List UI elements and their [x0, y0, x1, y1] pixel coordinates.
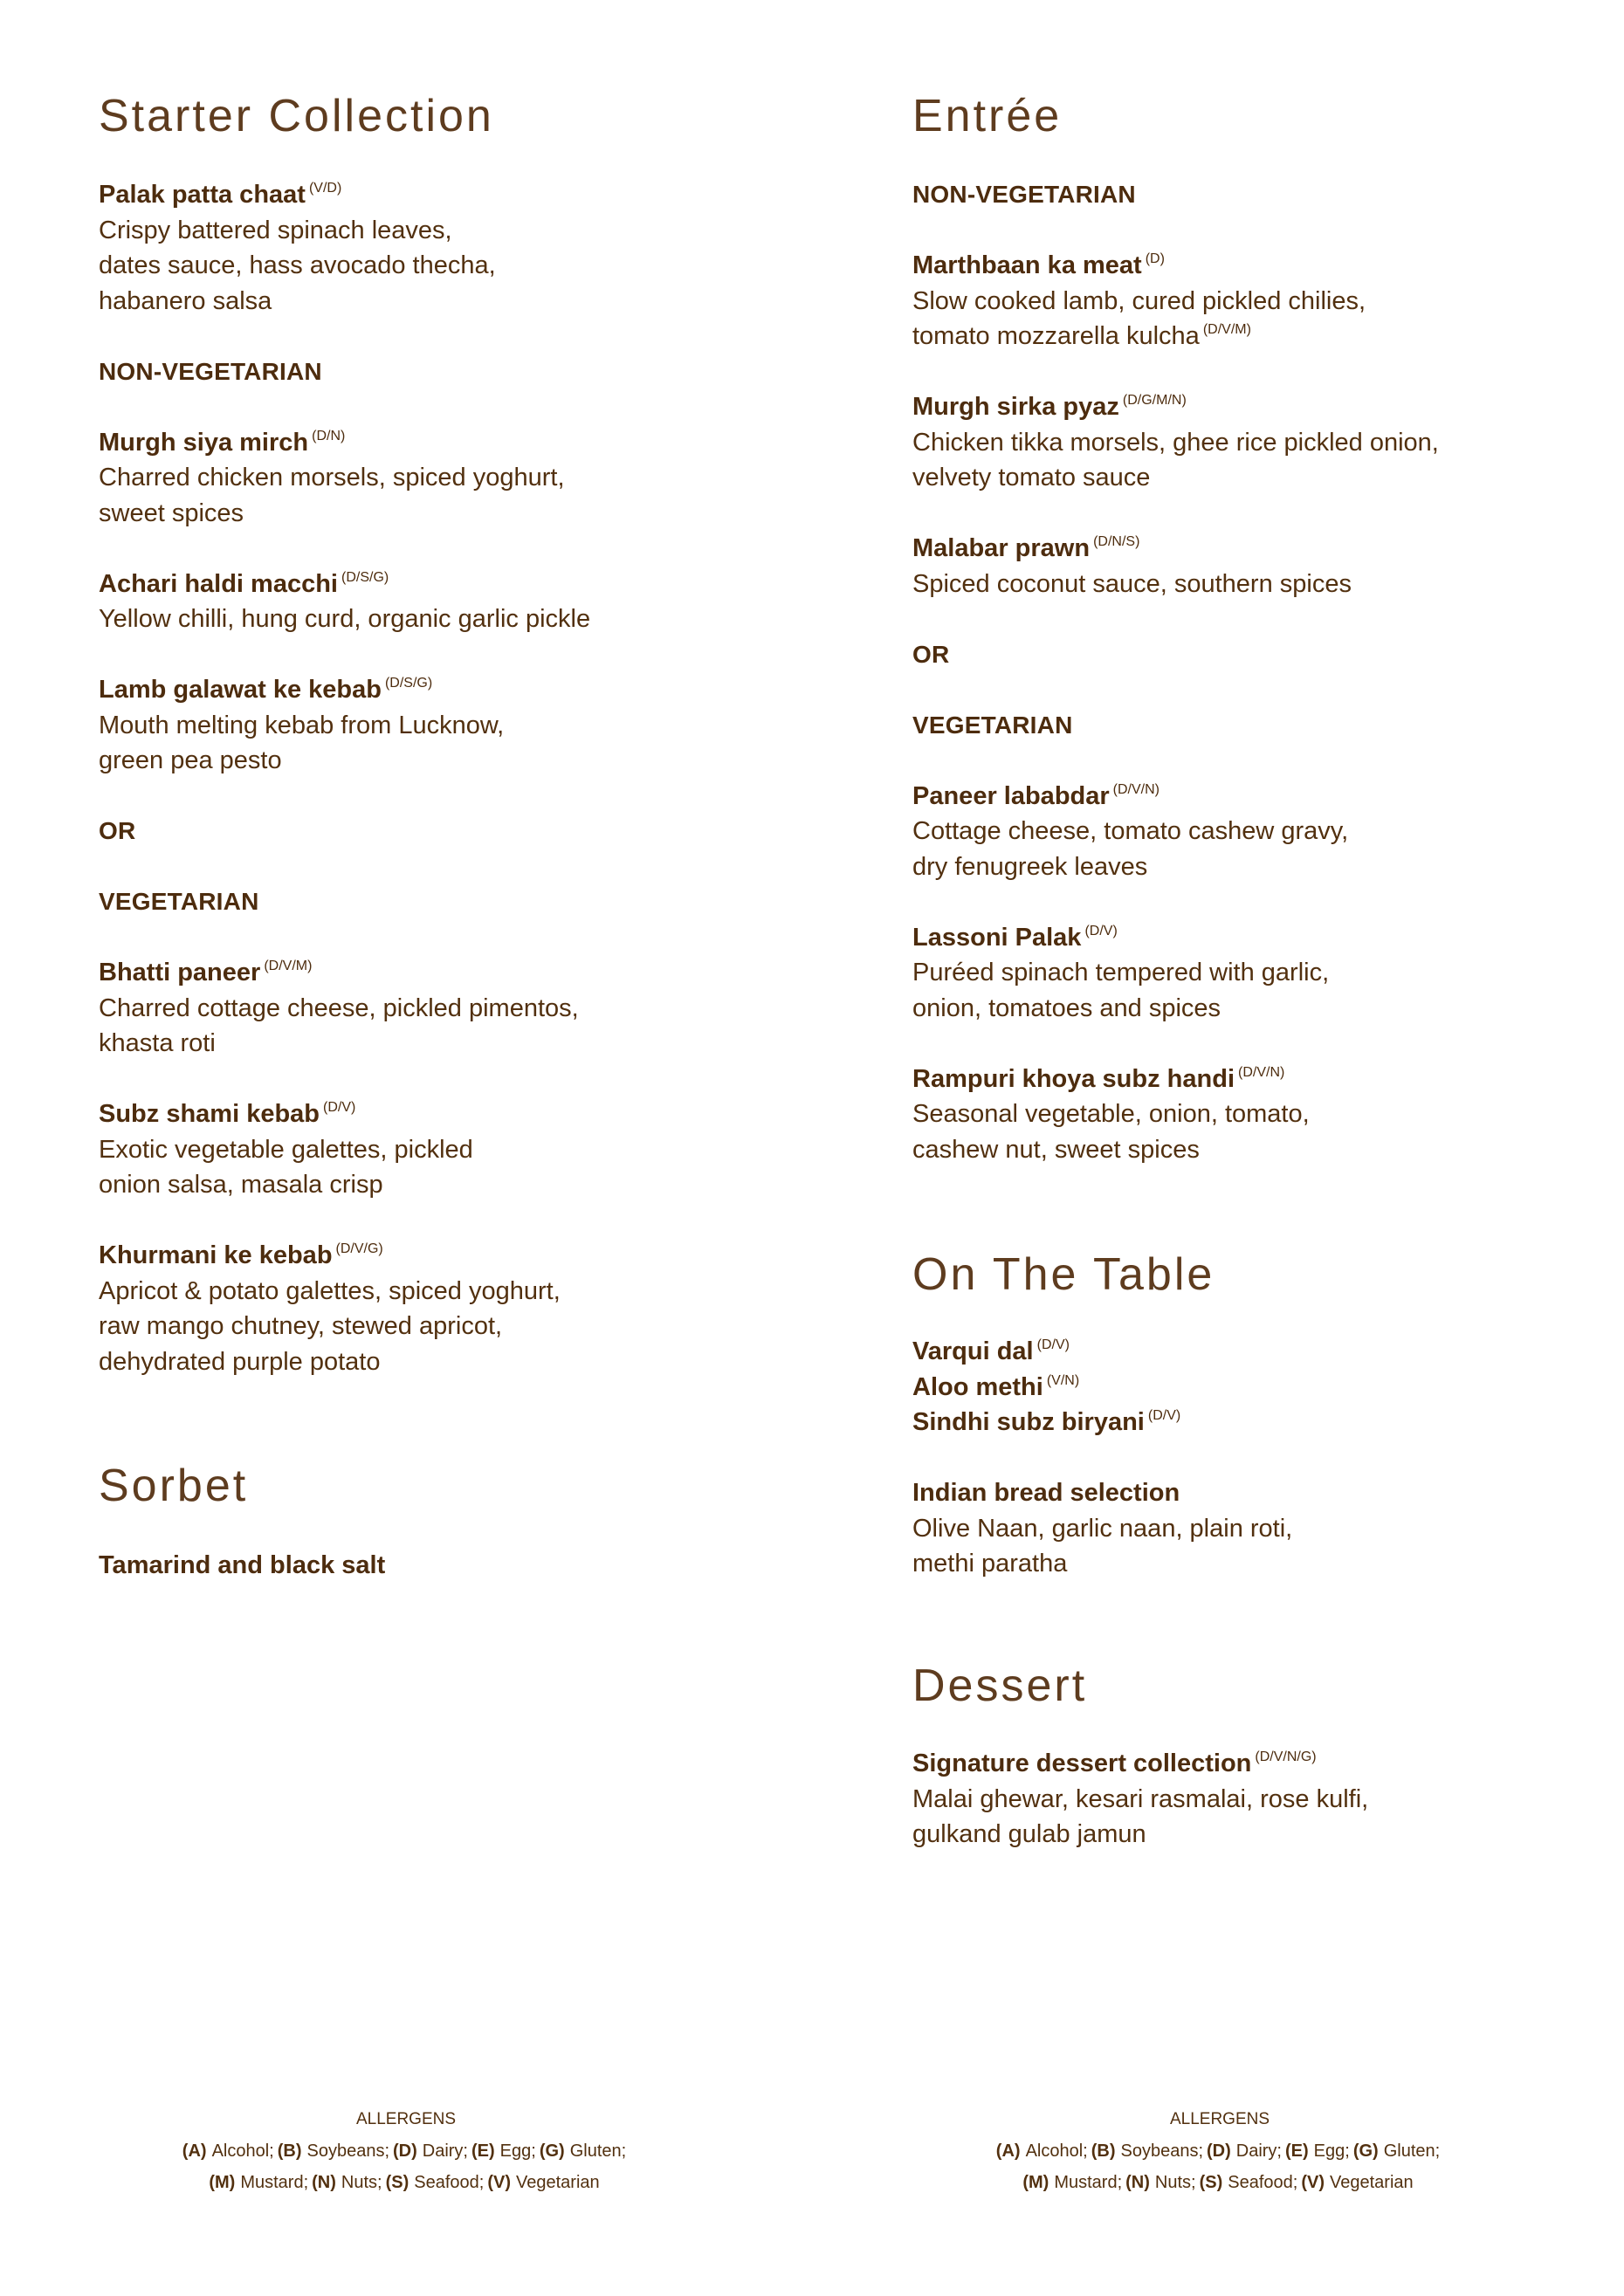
allergen-codes: (V/N): [1046, 1372, 1080, 1388]
allergen-codes: (D/S/G): [341, 569, 389, 585]
allergen-code: (E): [1285, 2141, 1309, 2161]
menu-item-description: [99, 743, 590, 779]
section-heading-dessert: Dessert: [912, 1660, 1088, 1711]
menu-item: [912, 920, 1439, 1027]
description-text: Olive Naan, garlic naan, plain roti,: [912, 1514, 1293, 1543]
menu-item-description: [912, 1096, 1439, 1132]
description-text: sweet spices: [99, 498, 244, 527]
allergens-legend-line: [914, 2167, 1525, 2198]
allergens-legend-line: [914, 2135, 1525, 2167]
menu-item-name: Paneer lababdar: [912, 781, 1110, 810]
allergen-codes: (D/V/N): [1112, 781, 1160, 797]
menu-item: [99, 567, 590, 637]
section-heading-entree: Entrée: [912, 91, 1063, 141]
menu-item-name: Subz shami kebab: [99, 1100, 320, 1128]
menu-item: [912, 1370, 1292, 1406]
description-text: cashew nut, sweet spices: [912, 1135, 1200, 1164]
description-text: gulkand gulab jamun: [912, 1820, 1146, 1848]
menu-item-name-line: [99, 1238, 590, 1274]
allergen-label: Gluten;: [1383, 2141, 1441, 2161]
allergen-code: (G): [1352, 2141, 1379, 2161]
menu-item-description: [99, 1026, 590, 1062]
description-text: khasta roti: [99, 1029, 216, 1057]
menu-item-name: Murgh siya mirch: [99, 428, 309, 457]
allergen-code: (G): [539, 2141, 565, 2161]
allergen-codes: (D/V): [323, 1100, 356, 1115]
menu-item-name-line: [912, 1334, 1292, 1370]
menu-item-description: [99, 1344, 590, 1380]
menu-item-description: [99, 1132, 590, 1168]
section-on-the-table-items: [912, 1334, 1292, 1582]
menu-item-name: Varqui dal: [912, 1337, 1034, 1365]
menu-item-description: [912, 425, 1439, 461]
menu-item-description: [99, 991, 590, 1027]
menu-item-name: Aloo methi: [912, 1372, 1043, 1401]
description-text: onion, tomatoes and spices: [912, 993, 1221, 1022]
description-text: Cottage cheese, tomato cashew gravy,: [912, 817, 1349, 845]
allergen-code: (D): [393, 2141, 417, 2161]
description-text: raw mango chutney, stewed apricot,: [99, 1312, 503, 1340]
allergens-title: ALLERGENS: [355, 2110, 457, 2128]
menu-item-description: [912, 1511, 1292, 1547]
allergen-codes: (D/V): [1036, 1337, 1070, 1352]
description-text: tomato mozzarella kulcha: [912, 322, 1200, 350]
menu-item-name: Indian bread selection: [912, 1479, 1180, 1507]
menu-item: [99, 425, 590, 532]
menu-item-description: [99, 601, 590, 637]
allergen-label: Seafood;: [1228, 2173, 1298, 2192]
description-text: Spiced coconut sauce, southern spices: [912, 569, 1352, 598]
menu-item-name-line: [912, 779, 1439, 815]
menu-item: [912, 531, 1439, 601]
menu-item-name-line: [99, 567, 590, 602]
menu-item-description: [912, 955, 1439, 991]
section-heading-on-the-table: On The Table: [912, 1249, 1215, 1300]
menu-item: [912, 389, 1439, 496]
menu-item-name-line: [912, 920, 1439, 956]
allergen-label: Nuts;: [1154, 2173, 1196, 2192]
description-text: Puréed spinach tempered with garlic,: [912, 959, 1330, 986]
menu-item-name: Lassoni Palak: [912, 923, 1082, 952]
allergens-footer-left: [100, 2104, 712, 2198]
menu-item-name-line: [99, 1548, 385, 1584]
menu-item-name-line: [912, 1475, 1292, 1511]
section-heading-starter: Starter Collection: [99, 91, 494, 141]
menu-item-name: Palak patta chaat: [99, 181, 306, 209]
allergen-code: (N): [312, 2173, 336, 2192]
menu-item-description: [99, 1167, 590, 1203]
menu-item: [99, 1548, 385, 1584]
allergen-codes: (D/V/N/G): [1255, 1749, 1317, 1764]
allergen-codes: (D/S/G): [384, 676, 433, 691]
allergen-codes: (D/V/M): [1202, 322, 1251, 337]
allergen-label: Alcohol;: [211, 2141, 274, 2161]
description-text: velvety tomato sauce: [912, 464, 1151, 492]
description-text: Crispy battered spinach leaves,: [99, 216, 452, 244]
menu-item: [912, 779, 1439, 885]
menu-item-name-line: [912, 531, 1439, 567]
menu-item-name-line: [912, 248, 1439, 284]
allergen-label: Dairy;: [422, 2141, 468, 2161]
menu-item: [912, 1746, 1368, 1853]
category-label: NON-VEGETARIAN: [912, 181, 1136, 208]
description-text: dehydrated purple potato: [99, 1347, 381, 1376]
allergen-label: Vegetarian: [516, 2173, 600, 2192]
description-text: habanero salsa: [99, 286, 272, 315]
menu-item-description: [912, 1817, 1368, 1853]
description-text: Charred chicken morsels, spiced yoghurt,: [99, 464, 565, 492]
allergens-legend-line: [100, 2135, 712, 2167]
allergen-codes: (D/N/S): [1093, 534, 1140, 549]
allergen-label: Seafood;: [414, 2173, 485, 2192]
menu-item: [912, 1405, 1292, 1440]
description-text: dry fenugreek leaves: [912, 852, 1148, 881]
allergen-codes: (D/G/M/N): [1122, 393, 1187, 408]
allergens-footer-right: [914, 2104, 1525, 2198]
menu-item-description: [912, 567, 1439, 602]
allergen-code: (B): [1091, 2141, 1116, 2161]
description-text: onion salsa, masala crisp: [99, 1171, 383, 1199]
section-sorbet-items: [99, 1548, 385, 1584]
menu-item-description: [912, 1546, 1292, 1582]
description-text: Chicken tikka morsels, ghee rice pickled onion,: [912, 428, 1439, 457]
allergen-label: Nuts;: [341, 2173, 382, 2192]
menu-item-description: [99, 460, 590, 496]
allergen-code: (V): [487, 2173, 512, 2192]
menu-item-name-line: [99, 1096, 590, 1132]
allergen-code: (S): [385, 2173, 409, 2192]
description-text: Seasonal vegetable, onion, tomato,: [912, 1100, 1310, 1128]
menu-item-name: Malabar prawn: [912, 534, 1091, 562]
section-dessert-items: [912, 1746, 1368, 1853]
menu-item-name-line: [912, 389, 1439, 425]
allergen-code: (B): [277, 2141, 302, 2161]
menu-item-description: [99, 213, 590, 249]
menu-item-name-line: [912, 1405, 1292, 1440]
menu-item: [912, 1475, 1292, 1582]
menu-item-name: Marthbaan ka meat: [912, 251, 1142, 279]
menu-item: [99, 955, 590, 1062]
description-text: Charred cottage cheese, pickled pimentos,: [99, 993, 579, 1022]
allergen-codes: (D/V/M): [264, 959, 313, 973]
category-label: OR: [99, 817, 136, 844]
menu-item: [99, 1096, 590, 1203]
section-heading-sorbet: Sorbet: [99, 1461, 249, 1511]
allergen-code: (N): [1125, 2173, 1150, 2192]
menu-item-name: Murgh sirka pyaz: [912, 393, 1119, 421]
menu-item-description: [912, 1782, 1368, 1818]
menu-item-name: Rampuri khoya subz handi: [912, 1064, 1235, 1093]
allergen-label: Vegetarian: [1330, 2173, 1414, 2192]
allergen-code: (E): [471, 2141, 495, 2161]
menu-item-name-line: [912, 1746, 1368, 1782]
allergen-code: (A): [182, 2141, 207, 2161]
menu-item-name-line: [912, 1370, 1292, 1406]
menu-item: [912, 1062, 1439, 1168]
allergen-label: Soybeans;: [306, 2141, 389, 2161]
section-starter-items: [99, 177, 590, 1379]
menu-item-description: [912, 284, 1439, 320]
allergen-label: Mustard;: [240, 2173, 309, 2192]
menu-item-description: [912, 849, 1439, 885]
menu-item: [99, 672, 590, 779]
allergen-codes: (D/N): [312, 428, 346, 443]
allergen-codes: (D/V/G): [335, 1241, 383, 1256]
menu-item-description: [912, 319, 1439, 354]
section-entree-items: [912, 177, 1439, 1167]
description-text: green pea pesto: [99, 746, 282, 774]
menu-item-name-line: [99, 955, 590, 991]
menu-item: [99, 1238, 590, 1379]
allergen-codes: (D/V): [1084, 923, 1118, 938]
menu-item-name: Achari haldi macchi: [99, 569, 338, 598]
menu-item: [912, 248, 1439, 354]
allergens-legend-line: [100, 2167, 712, 2198]
menu-item-description: [99, 248, 590, 284]
category-label: OR: [912, 640, 950, 668]
menu-item-description: [912, 460, 1439, 496]
allergen-label: Dairy;: [1235, 2141, 1282, 2161]
menu-item-description: [99, 1274, 590, 1310]
description-text: Mouth melting kebab from Lucknow,: [99, 711, 505, 739]
description-text: Exotic vegetable galettes, pickled: [99, 1135, 473, 1164]
menu-item-name-line: [99, 672, 590, 708]
menu-item-description: [99, 284, 590, 320]
allergen-code: (A): [995, 2141, 1021, 2161]
allergen-label: Gluten;: [569, 2141, 627, 2161]
allergen-label: Soybeans;: [1120, 2141, 1203, 2161]
description-text: Malai ghewar, kesari rasmalai, rose kulfi,: [912, 1784, 1369, 1813]
description-text: methi paratha: [912, 1550, 1068, 1578]
allergen-code: (V): [1301, 2173, 1325, 2192]
menu-item-name-line: [912, 1062, 1439, 1097]
menu-item: [99, 177, 590, 319]
allergen-code: (M): [209, 2173, 236, 2192]
description-text: Apricot & potato galettes, spiced yoghurt,: [99, 1276, 561, 1305]
allergen-code: (S): [1199, 2173, 1223, 2192]
menu-item-description: [99, 708, 590, 744]
description-text: dates sauce, hass avocado thecha,: [99, 251, 496, 279]
menu-item-description: [99, 496, 590, 532]
menu-item-name: Signature dessert collection: [912, 1749, 1252, 1777]
menu-item-name: Sindhi subz biryani: [912, 1408, 1145, 1436]
menu-item-description: [99, 1309, 590, 1344]
allergen-codes: (V/D): [308, 181, 342, 196]
menu-item-name: Tamarind and black salt: [99, 1551, 386, 1579]
allergen-label: Alcohol;: [1025, 2141, 1088, 2161]
category-label: VEGETARIAN: [912, 711, 1073, 739]
description-text: Yellow chilli, hung curd, organic garlic pickle: [99, 605, 591, 633]
allergens-title: ALLERGENS: [1169, 2110, 1270, 2128]
allergen-code: (M): [1022, 2173, 1049, 2192]
menu-item-name: Lamb galawat ke kebab: [99, 676, 382, 704]
menu-item-description: [912, 1132, 1439, 1168]
allergen-codes: (D/V/N): [1238, 1064, 1285, 1080]
category-label: NON-VEGETARIAN: [99, 357, 322, 385]
description-text: Slow cooked lamb, cured pickled chilies,: [912, 286, 1366, 315]
menu-item-description: [912, 814, 1439, 849]
menu-item-name-line: [99, 425, 590, 461]
allergen-codes: (D): [1145, 251, 1165, 266]
menu-item-name: Khurmani ke kebab: [99, 1241, 333, 1269]
menu-item-description: [912, 991, 1439, 1027]
allergen-label: Mustard;: [1054, 2173, 1123, 2192]
category-label: VEGETARIAN: [99, 888, 259, 915]
menu-item: [912, 1334, 1292, 1370]
allergen-label: Egg;: [499, 2141, 536, 2161]
allergen-label: Egg;: [1313, 2141, 1350, 2161]
menu-item-name: Bhatti paneer: [99, 959, 261, 986]
allergen-code: (D): [1207, 2141, 1231, 2161]
allergen-codes: (D/V): [1147, 1408, 1181, 1423]
menu-item-name-line: [99, 177, 590, 213]
